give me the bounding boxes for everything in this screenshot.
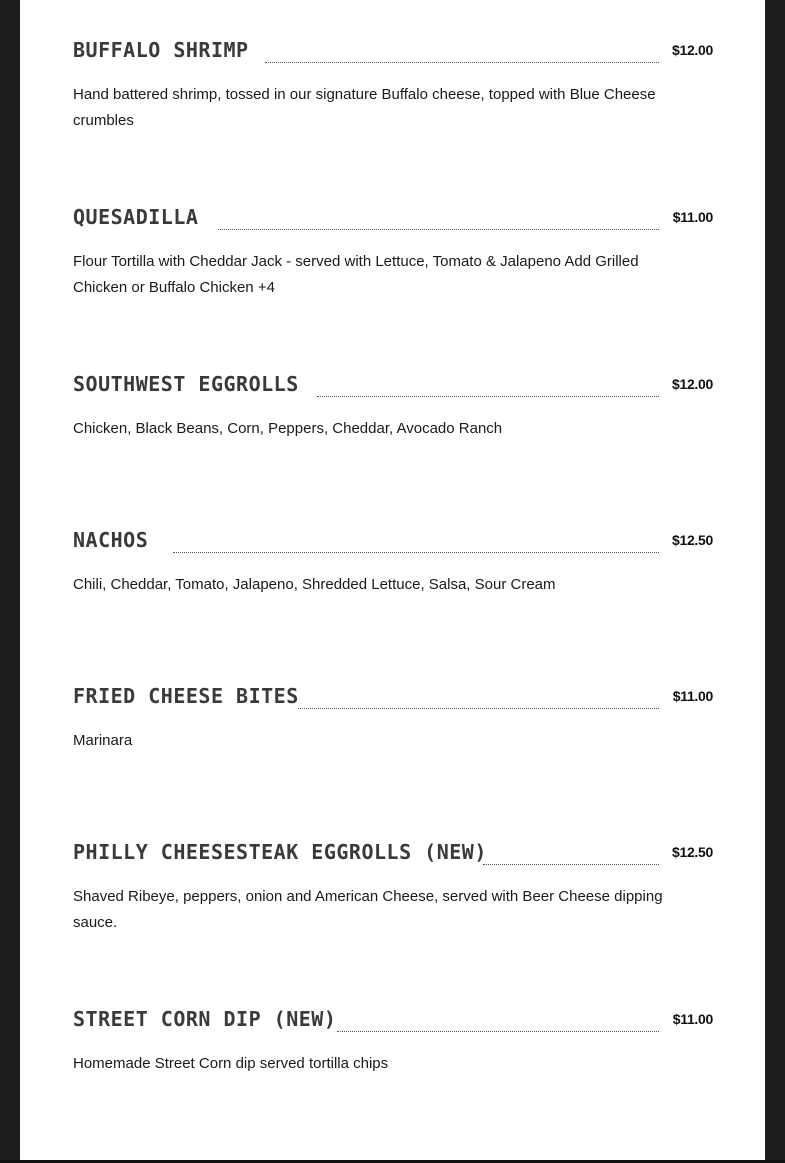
menu-item-price: $11.00 <box>672 1011 713 1027</box>
dotted-leader <box>337 1031 659 1032</box>
dotted-leader <box>265 62 659 63</box>
dotted-leader <box>218 229 659 230</box>
menu-item-description: Marinara <box>73 732 133 749</box>
menu-item-description: Chili, Cheddar, Tomato, Jalapeno, Shredded Lettuce, Salsa, Sour Cream <box>73 576 556 593</box>
menu-item <box>73 680 713 754</box>
menu-item <box>73 34 713 134</box>
dotted-leader <box>298 708 659 709</box>
menu-item-name: SOUTHWEST EGGROLLS <box>73 372 299 396</box>
menu-item <box>73 524 713 598</box>
menu-item <box>73 836 713 936</box>
dotted-leader <box>317 396 659 397</box>
menu-item-description: Chicken, Black Beans, Corn, Peppers, Cheddar, Avocado Ranch <box>73 420 503 437</box>
menu-item-name: PHILLY CHEESESTEAK EGGROLLS (NEW) <box>73 840 487 864</box>
dotted-leader <box>173 552 659 553</box>
menu-item-header <box>73 524 713 558</box>
menu-item-header <box>73 34 713 68</box>
menu-item-name: BUFFALO SHRIMP <box>73 38 249 62</box>
menu-item-header <box>73 201 713 235</box>
menu-page <box>20 0 765 1160</box>
menu-item-header <box>73 1003 713 1037</box>
menu-item-description: Flour Tortilla with Cheddar Jack - served with Lettuce, Tomato & Jalapeno Add Grilled Chicken or Buffalo Chicken +4 <box>73 253 639 296</box>
menu-item-price: $12.50 <box>671 844 713 860</box>
menu-item <box>73 1003 713 1077</box>
menu-item-price: $11.00 <box>672 688 713 704</box>
menu-item <box>73 368 713 442</box>
menu-item-price: $12.00 <box>671 42 713 58</box>
menu-item-description: Homemade Street Corn dip served tortilla chips <box>73 1055 389 1072</box>
menu-item-price: $11.00 <box>672 209 713 225</box>
menu-item-name: STREET CORN DIP (NEW) <box>73 1007 337 1031</box>
menu-item-name: FRIED CHEESE BITES <box>73 684 299 708</box>
menu-item-description: Shaved Ribeye, peppers, onion and American Cheese, served with Beer Cheese dipping sauce. <box>73 888 663 931</box>
menu-item-header <box>73 368 713 402</box>
menu-item-name: QUESADILLA <box>73 205 199 229</box>
menu-item <box>73 201 713 301</box>
menu-item-price: $12.00 <box>671 376 713 392</box>
menu-item-price: $12.50 <box>671 532 713 548</box>
dotted-leader <box>483 864 659 865</box>
menu-item-header <box>73 836 713 870</box>
menu-item-name: NACHOS <box>73 528 149 552</box>
menu-item-header <box>73 680 713 714</box>
menu-item-description: Hand battered shrimp, tossed in our signature Buffalo cheese, topped with Blue Cheese crumbles <box>73 86 656 129</box>
